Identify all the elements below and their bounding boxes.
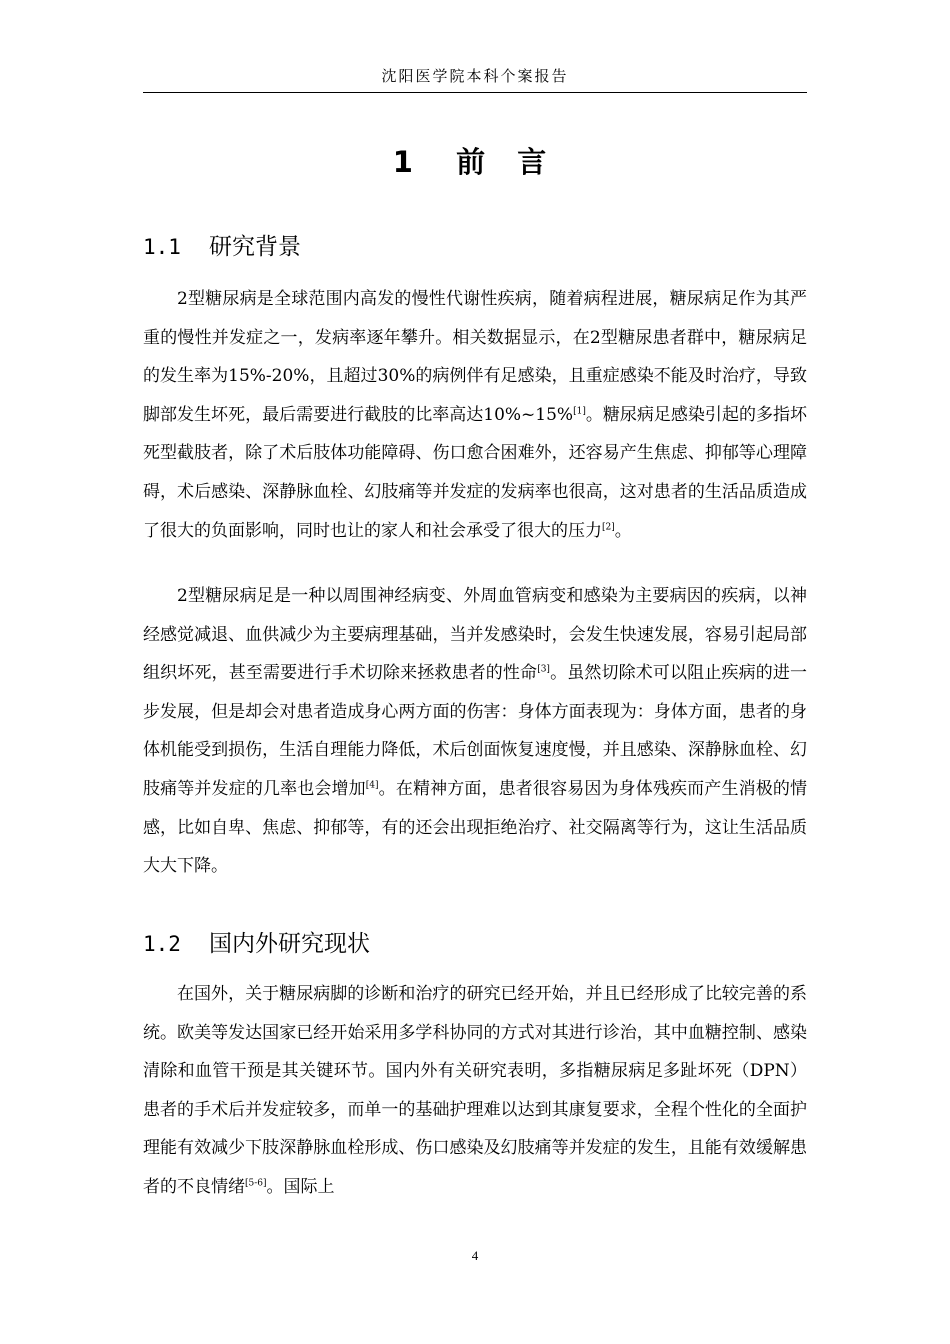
section-number: 1.2	[143, 932, 181, 956]
paragraph-status-quo	[143, 975, 807, 1207]
chapter-title-char-1: 前	[456, 145, 486, 179]
paragraph-text: 。在精神方面，患者很容易因为身体残疾而产生消极的情感，比如自卑、焦虑、抑郁等，有的还会出现拒绝治疗、社交隔离等行为，这让生活品质大大下降。	[143, 778, 807, 877]
page-number: 4	[471, 1248, 479, 1263]
chapter-number: 1	[392, 145, 413, 179]
running-header: 沈阳医学院本科个案报告	[143, 66, 807, 93]
paragraph-text: 2型糖尿病足是一种以周围神经病变、外周血管病变和感染为主要病因的疾病，以神经感觉减退、血供减少为主要病理基础，当并发感染时，会发生快速发展，容易引起局部组织坏死，甚至需要进行手术切除来拯救患者的性命	[143, 586, 807, 684]
paragraph-background-1	[143, 280, 807, 550]
section-heading-1-2	[143, 928, 807, 960]
paragraph-background-2	[143, 577, 807, 886]
section-heading-1-1	[143, 231, 807, 263]
paragraph-text: 。国际上	[266, 1176, 335, 1197]
paragraph-text: 。糖尿病足感染引起的多指坏死型截肢者，除了术后肢体功能障碍、伤口愈合困难外，还容易产生焦虑、抑郁等心理障碍，术后感染、深静脉血栓、幻肢痛等并发症的发病率也很高，这对患者的生活品质造成了很大的负面影响，同时也让的家人和社会承受了很大的压力	[143, 404, 807, 541]
chapter-title-char-2: 言	[517, 145, 547, 179]
section-number: 1.1	[143, 235, 181, 259]
citation: [4]	[365, 780, 379, 791]
citation: [1]	[573, 406, 586, 417]
section-title: 国内外研究现状	[209, 931, 370, 957]
paragraph-text: 。虽然切除术可以阻止疾病的进一步发展，但是却会对患者造成身心两方面的伤害：身体方面表现为：身体方面，患者的身体机能受到损伤，生活自理能力降低，术后创面恢复速度慢，并且感染、深静脉血栓、幻肢痛等并发症的几率也会增加	[143, 663, 808, 799]
paragraph-text: 在国外，关于糖尿病脚的诊断和治疗的研究已经开始，并且已经形成了比较完善的系统。欧美等发达国家已经开始采用多学科协同的方式对其进行诊治，其中血糖控制、感染清除和血管干预是其关键环节。国内外有关研究表明，多指糖尿病足多趾坏死（DPN）患者的手术后并发症较多，而单一的基础护理难以达到其康复要求，全程个性化的全面护理能有效减少下肢深静脉血栓形成、伤口感染及幻肢痛等并发症的发生，且能有效缓解患者的不良情绪	[143, 984, 807, 1197]
citation: [5-6]	[245, 1178, 267, 1189]
paragraph-text: 。	[614, 520, 632, 541]
section-title: 研究背景	[209, 234, 301, 260]
chapter-title	[143, 140, 807, 184]
citation: [3]	[537, 664, 550, 675]
paragraph-text: 2型糖尿病是全球范围内高发的慢性代谢性疾病，随着病程进展，糖尿病足作为其严重的慢性并发症之一，发病率逐年攀升。相关数据显示，在2型糖尿患者群中，糖尿病足的发生率为15%-20%，且超过30%的病例伴有足感染，且重症感染不能及时治疗，导致脚部发生坏死，最后需要进行截肢的比率高达10%~15%	[143, 289, 807, 425]
citation: [2]	[602, 521, 615, 532]
